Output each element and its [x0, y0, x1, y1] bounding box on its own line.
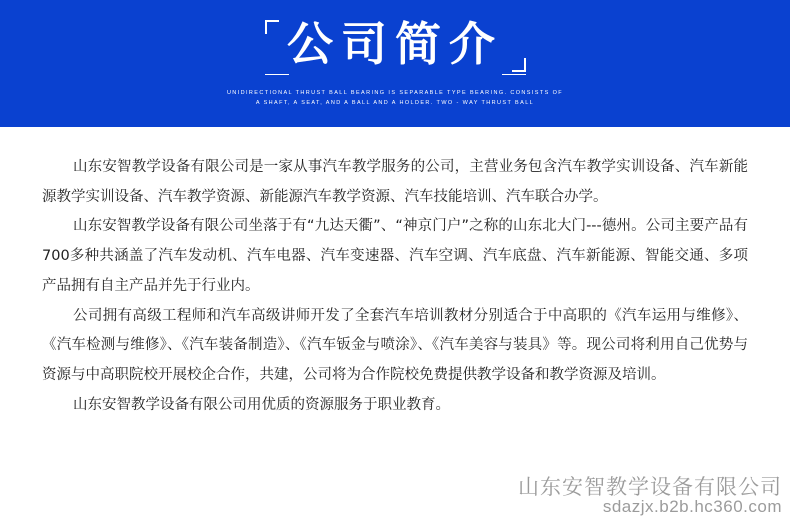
- title-underline-right: [502, 74, 526, 75]
- intro-paragraph-location-products: 山东安智教学设备有限公司坐落于有“九达天衢”、“神京门户”之称的山东北大门---德州。公司主要产品有700多种共涵盖了汽车发动机、汽车电器、汽车变速器、汽车空调、汽车底盘、汽车新能源、智能交通、多项产品拥有自主产品并先于行业内。: [42, 218, 748, 294]
- watermark-company-name: 山东安智教学设备有限公司: [518, 475, 782, 499]
- header-banner: [0, 0, 790, 127]
- banner-subtitle-line-1: UNIDIRECTIONAL THRUST BALL BEARING IS SEPARABLE TYPE BEARING. CONSISTS OF: [226, 90, 564, 96]
- banner-subtitle-line-2: A SHAFT, A SEAT, AND A BALL AND A HOLDER. TWO - WAY THRUST BALL: [255, 100, 535, 106]
- title-underline-left: [265, 74, 289, 75]
- watermark-url: sdazjx.b2b.hc360.com: [602, 497, 782, 516]
- page-title: 公司简介: [287, 17, 503, 71]
- intro-body: [42, 153, 748, 420]
- intro-paragraph-team-cooperation: 公司拥有高级工程师和汽车高级讲师开发了全套汽车培训教材分别适合于中高职的《汽车运用与维修》、《汽车检测与维修》、《汽车装备制造》、《汽车钣金与喷涂》、《汽车美容与装具》等。现公司将利用自己优势与资源与中高职院校开展校企合作，共建，公司将为合作院校免费提供教学设备和教学资源及培训。: [42, 307, 748, 383]
- intro-paragraph-mission: 山东安智教学设备有限公司用优质的资源服务于职业教育。: [73, 396, 450, 413]
- intro-paragraph-business: 山东安智教学设备有限公司是一家从事汽车教学服务的公司，主营业务包含汽车教学实训设备、汽车新能源教学实训设备、汽车教学资源、新能源汽车教学资源、汽车技能培训、汽车联合办学。: [42, 159, 748, 205]
